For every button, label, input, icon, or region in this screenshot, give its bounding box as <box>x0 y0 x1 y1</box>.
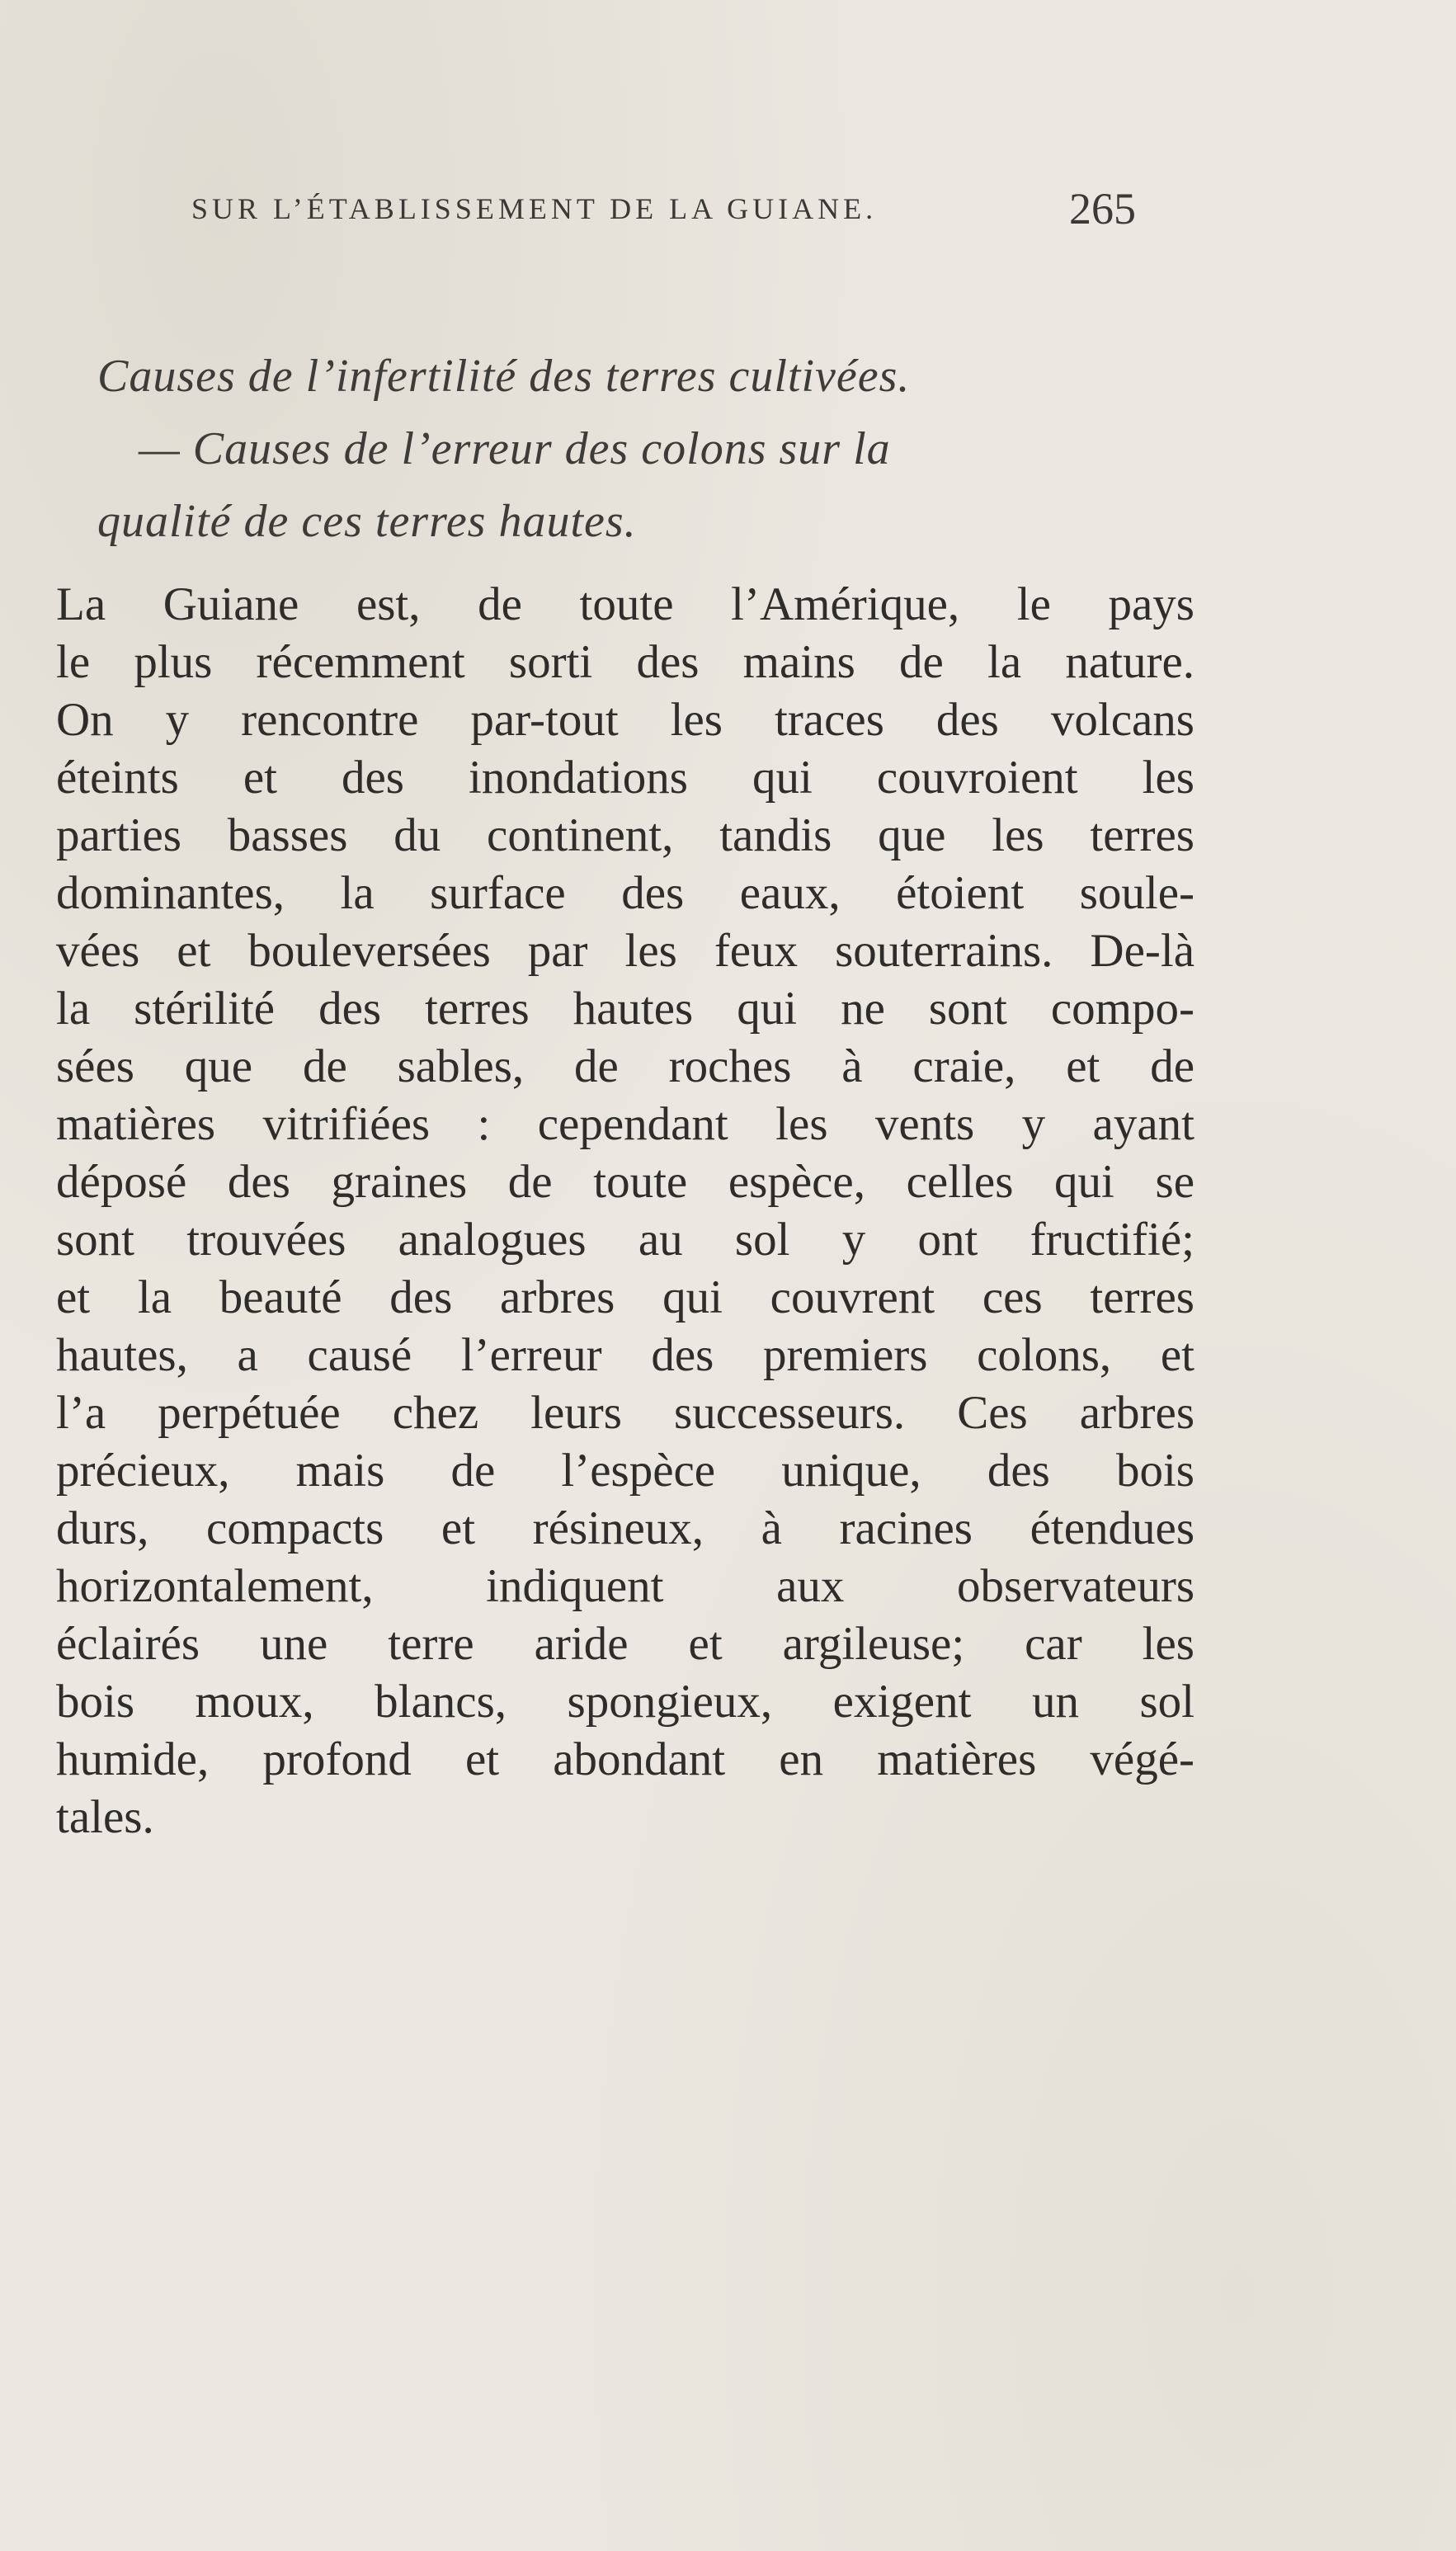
summary-line: — Causes de l’erreur des colons sur la <box>139 423 891 474</box>
section-summary <box>97 340 1170 558</box>
summary-line: qualité de ces terres hautes. <box>97 496 637 547</box>
body-line: déposé des graines de toute espèce, celles qui se <box>56 1156 1194 1208</box>
body-line: sées que de sables, de roches à craie, et de <box>56 1040 1194 1092</box>
body-line: parties basses du continent, tandis que les terres <box>56 809 1194 861</box>
body-line: matières vitrifiées : cependant les vents y ayant <box>56 1098 1194 1150</box>
body-line: le plus récemment sorti des mains de la nature. <box>56 636 1194 688</box>
body-line: La Guiane est, de toute l’Amérique, le pays <box>56 578 1194 630</box>
body-line: vées et bouleversées par les feux souterrains. De-là <box>56 925 1194 977</box>
body-line: durs, compacts et résineux, à racines étendues <box>56 1502 1194 1554</box>
body-line: hautes, a causé l’erreur des premiers colons, et <box>56 1329 1194 1381</box>
body-line: dominantes, la surface des eaux, étoient soule- <box>56 867 1194 919</box>
body-line: sont trouvées analogues au sol y ont fructifié; <box>56 1214 1194 1266</box>
body-line: éclairés une terre aride et argileuse; car les <box>56 1618 1194 1670</box>
body-line: On y rencontre par-tout les traces des volcans <box>56 694 1194 746</box>
running-head: SUR L’ÉTABLISSEMENT DE LA GUIANE. <box>191 192 878 225</box>
body-line: la stérilité des terres hautes qui ne sont compo- <box>56 983 1194 1035</box>
body-line: tales. <box>56 1791 154 1843</box>
body-line: précieux, mais de l’espèce unique, des bois <box>56 1445 1194 1497</box>
page-number: 265 <box>1069 184 1136 233</box>
body-paragraph <box>56 576 1194 1846</box>
body-line: et la beauté des arbres qui couvrent ces terres <box>56 1271 1194 1323</box>
body-line: humide, profond et abondant en matières végé- <box>56 1733 1194 1785</box>
summary-line: Causes de l’infertilité des terres cultivées. <box>97 351 911 402</box>
body-line: l’a perpétuée chez leurs successeurs. Ces arbres <box>56 1387 1194 1439</box>
body-line: éteints et des inondations qui couvroient les <box>56 752 1194 804</box>
body-line: horizontalement, indiquent aux observateurs <box>56 1560 1194 1612</box>
body-line: bois moux, blancs, spongieux, exigent un sol <box>56 1676 1194 1728</box>
